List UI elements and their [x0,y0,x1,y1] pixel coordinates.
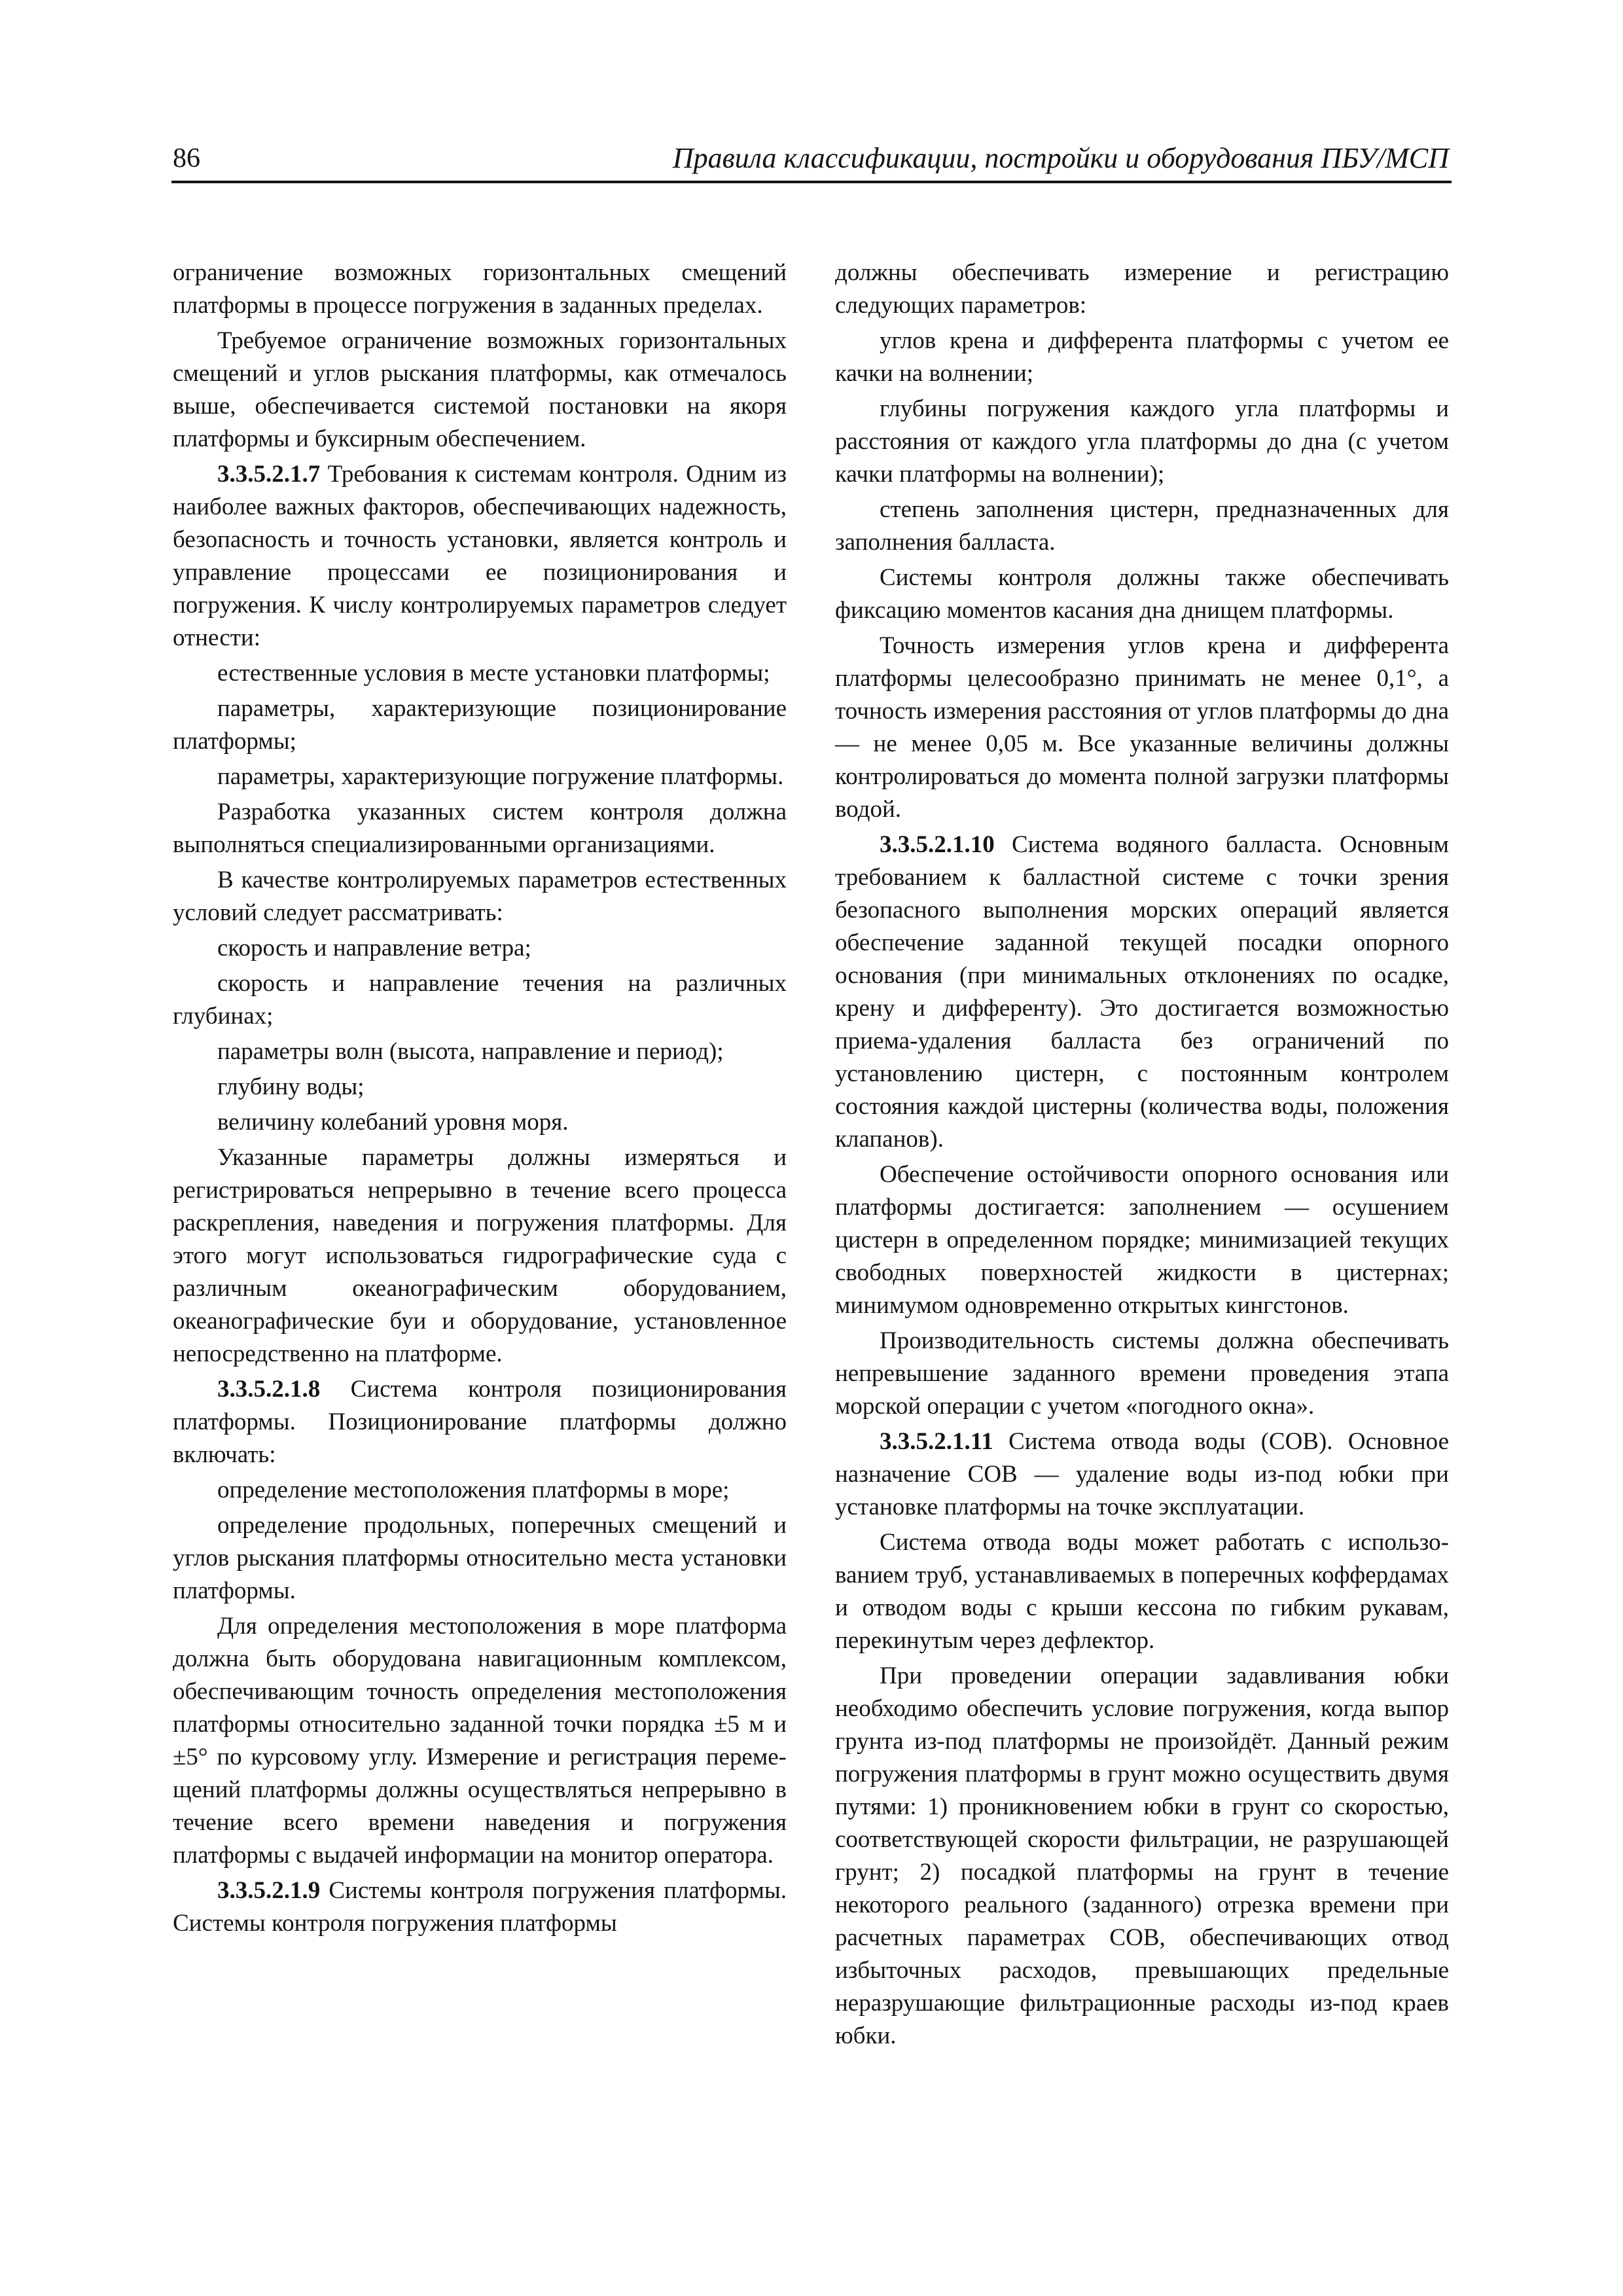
section-number: 3.3.5.2.1.9 [217,1877,321,1904]
paragraph: Разработка указанных систем контроля должна выполняться специализированными организациями. [173,798,787,858]
section-number: 3.3.5.2.1.7 [217,461,321,488]
list-item: глубину воды; [217,1073,365,1100]
paragraph: Для определения местоположения в море платформа должна быть оборудована навигационным комплексом, обеспечивающим точность определения местоположения платформы относительно заданной точки порядка ±5 м и ±5° по курсовому углу. Измерение и регистрация перемещений платформы должны осуществляться непрерывно в течение всего времени наведения и погружения платформы с выдачей информации на монитор оператора. [173,1613,787,1869]
list-item: скорость и направление ветра; [217,935,531,961]
section-number: 3.3.5.2.1.10 [880,831,995,858]
section-number: 3.3.5.2.1.11 [880,1428,993,1455]
paragraph: должны обеспечивать измерение и регистрацию следующих параметров: [835,259,1449,319]
list-item: скорость и направление течения на различных глубинах; [173,970,787,1030]
page-number: 86 [173,143,200,173]
paragraph: Системы контроля должны также обеспечивать фиксацию моментов касания дна днищем платформы. [835,564,1449,624]
paragraph: Точность измерения углов крена и дифферента платформы целесообразно принимать не менее 0,1°, а точность измерения расстояния от углов платформы до дна — не менее 0,05 м. Все указанные величины должны контролироваться до момента полной загрузки платформы водой. [835,632,1449,823]
section-paragraph: 3.3.5.2.1.10 Система водяного балласта. Основным требованием к балластной системе с точки зрения безопасного выполнения морских операций является обеспечение заданной текущей посадки опорного основания (при минимальных отклонениях по осадке, крену и дифференту). Это достигается возможностью приема-удаления балласта без ограничений по установлению цистерн, с постоянным контролем состояния каждой цистерны (количества воды, положения клапанов). [835,831,1449,1153]
list-item: углов крена и дифферента платформы с учетом ее качки на волнении; [835,327,1449,387]
list-item: глубины погружения каждого угла платформы и расстояния от каждого угла платформы до дна (с учетом качки платформы на волнении); [835,395,1449,488]
list-item: параметры, характеризующие позиционирование платформы; [173,695,787,755]
section-paragraph: 3.3.5.2.1.9 Системы контроля погружения платформы. Системы контроля погружения платформы [173,1877,787,1937]
section-number: 3.3.5.2.1.8 [217,1376,321,1403]
right-column [835,257,1449,2055]
list-item: определение местоположения платформы в море; [217,1477,730,1503]
list-item: степень заполнения цистерн, предназначенных для заполнения балласта. [835,496,1449,556]
running-title: Правила классификации, постройки и оборудования ПБУ/МСП [672,142,1449,174]
list-item: параметры, характеризующие погружение платформы. [217,763,784,790]
paragraph: При проведении операции задавливания юбки необходимо обеспечить условие погружения, когда выпор грунта из-под платформы не произойдёт. Данный режим погружения платформы в грунт можно осуществить двумя путями: 1) проникновением юбки в грунт со скоростью, соответствующей скорости фильтрации, не разрушающей грунт; 2) посадкой платформы на грунт в течение некоторого реального (заданного) отрезка времени при расчетных параметрах СОВ, обеспечивающих отвод избыточных расходов, превышающих предельные неразрушающие фильтрационные расходы из-под краев юбки. [835,1662,1449,2049]
section-paragraph: 3.3.5.2.1.11 Система отвода воды (СОВ). Основное назначение СОВ — удаление воды из-под юбки при установке платформы на точке эксплуатации. [835,1428,1449,1520]
paragraph: Указанные параметры должны измеряться и регистрироваться непрерывно в течение всего процесса раскрепления, наведения и погружения платформы. Для этого могут использоваться гидрографические суда с различным океанографическим оборудованием, океанографические буи и оборудование, установленное непосредственно на платформе. [173,1144,787,1367]
list-item: величину колебаний уровня моря. [217,1109,569,1136]
list-item: определение продольных, поперечных смещений и углов рыскания платформы относительно места установки платформы. [173,1512,787,1604]
list-item: параметры волн (высота, направление и период); [217,1038,724,1065]
running-header [171,139,1452,183]
section-paragraph: 3.3.5.2.1.8 Система контроля позиционирования платформы. Позиционирование платформы должно включать: [173,1376,787,1468]
paragraph: ограничение возможных горизонтальных смещений платформы в процессе погружения в заданных пределах. [173,259,787,319]
paragraph: Система отвода воды может работать с использованием труб, устанавливаемых в поперечных коффердамах и отводом воды с крыши кессона по гибким рукавам, перекинутым через дефлектор. [835,1529,1449,1654]
left-column [173,257,787,1943]
paragraph: Производительность системы должна обеспечивать непревышение заданного времени проведения этапа морской операции с учетом «погодного окна». [835,1327,1449,1420]
paragraph: Требуемое ограничение возможных горизонтальных смещений и углов рыскания платформы, как отмечалось выше, обеспечивается системой постановки на якоря платформы и буксирным обеспечением. [173,327,787,452]
section-paragraph: 3.3.5.2.1.7 Требования к системам контроля. Одним из наиболее важных факторов, обеспечивающих надежность, безопасность и точность установки, является контроль и управление процессами ее позиционирования и погружения. К числу контролируемых параметров следует отнести: [173,461,787,651]
list-item: естественные условия в месте установки платформы; [217,660,770,687]
paragraph: Обеспечение остойчивости опорного основания или платформы достигается: заполнением — осушением цистерн в определенном порядке; минимизацией текущих свободных поверхностей жидкости в цистернах; минимумом одновременно открытых кингстонов. [835,1161,1449,1319]
paragraph: В качестве контролируемых параметров естественных условий следует рассматривать: [173,867,787,926]
